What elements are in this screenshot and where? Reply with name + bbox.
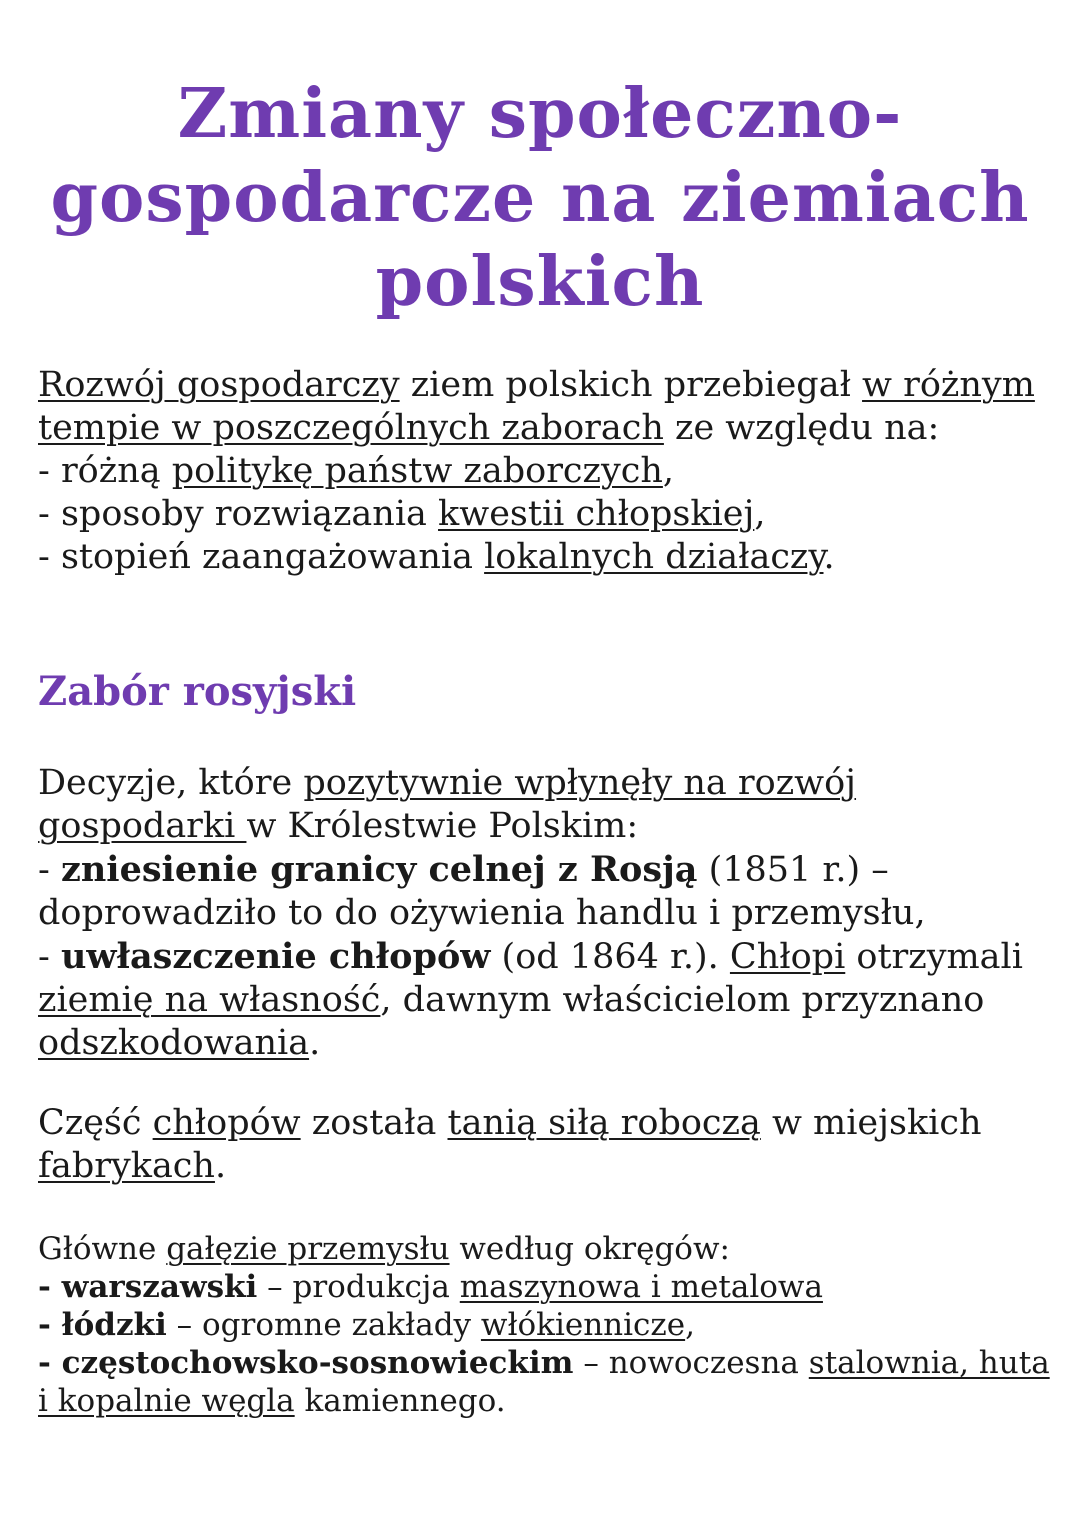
- industry-item-czestochowsko-sosnowiecki: [38, 1344, 1050, 1420]
- bold-text: zniesienie granicy celnej z Rosją: [60, 849, 698, 890]
- underlined-text: ziemię na własność: [38, 980, 381, 1020]
- text-span: – produkcja: [257, 1269, 460, 1305]
- text-span: (1851 r.) – doprowadziło to do ożywienia handlu i przemysłu,: [38, 850, 926, 933]
- text-span: -: [38, 937, 61, 977]
- text-span: według okręgów:: [449, 1231, 730, 1267]
- text-span: , dawnym właścicielom przyznano: [380, 980, 985, 1020]
- text-span: w Królestwie Polskim:: [246, 806, 639, 846]
- bold-text: uwłaszczenie chłopów: [60, 936, 491, 977]
- text-span: .: [823, 537, 835, 577]
- industry-item-warszawski: [38, 1268, 1050, 1306]
- underlined-text: włókiennicze: [480, 1307, 686, 1343]
- underlined-text: politykę państw zaborczych: [171, 451, 663, 491]
- decisions-paragraph: [38, 762, 1050, 1065]
- intro-bullet-3: [38, 536, 1042, 579]
- underlined-text: tanią siłą roboczą: [447, 1103, 761, 1143]
- text-span: - sposoby rozwiązania: [38, 494, 439, 534]
- text-span: w miejskich: [760, 1103, 982, 1143]
- underlined-text: Rozwój gospodarczy: [38, 365, 400, 405]
- intro-sentence: [38, 364, 1042, 450]
- text-span: Decyzje, które: [38, 763, 304, 803]
- underlined-text: fabrykach: [38, 1146, 215, 1186]
- underlined-text: stalownia, huta i kopalnie węgla: [38, 1345, 1050, 1419]
- labor-sentence: [38, 1102, 1050, 1188]
- industry-intro: [38, 1230, 1050, 1268]
- industry-paragraph: [38, 1230, 1050, 1420]
- intro-paragraph: [38, 364, 1042, 579]
- text-span: została: [300, 1103, 448, 1143]
- text-span: - stopień zaangażowania: [38, 537, 485, 577]
- underlined-text: lokalnych działaczy: [484, 537, 824, 577]
- text-span: ,: [754, 494, 766, 534]
- text-span: – nowoczesna: [573, 1345, 809, 1381]
- page-title: Zmiany społeczno-gospodarcze na ziemiach polskich: [50, 74, 1030, 322]
- text-span: (od 1864 r.).: [490, 937, 730, 977]
- text-span: Część: [38, 1103, 153, 1143]
- text-span: .: [214, 1146, 227, 1186]
- intro-bullet-1: [38, 450, 1042, 493]
- underlined-text: w różnym tempie w poszczególnych zaborach: [38, 365, 1035, 448]
- underlined-text: pozytywnie wpłynęły na rozwój gospodarki: [38, 763, 857, 846]
- bold-text: - łódzki: [38, 1307, 167, 1343]
- underlined-text: Chłopi: [729, 937, 846, 977]
- underlined-text: chłopów: [152, 1103, 301, 1143]
- section-heading: Zabór rosyjski: [38, 668, 357, 715]
- underlined-text: gałęzie przemysłu: [166, 1231, 450, 1267]
- bold-text: - warszawski: [38, 1269, 258, 1305]
- intro-bullet-2: [38, 493, 1042, 536]
- text-span: -: [38, 850, 61, 890]
- bold-text: - częstochowsko-sosnowieckim: [38, 1345, 574, 1381]
- text-span: .: [309, 1023, 321, 1063]
- underlined-text: odszkodowania: [38, 1023, 310, 1063]
- text-span: ,: [685, 1307, 695, 1343]
- decision-item-1: [38, 848, 1050, 935]
- industry-item-lodzki: [38, 1306, 1050, 1344]
- text-span: kamiennego.: [294, 1383, 506, 1419]
- decisions-intro: [38, 762, 1050, 848]
- text-span: ziem polskich przebiegał: [399, 365, 863, 405]
- labor-paragraph: [38, 1102, 1050, 1188]
- text-span: Główne: [38, 1231, 167, 1267]
- underlined-text: maszynowa i metalowa: [459, 1269, 823, 1305]
- text-span: ,: [662, 451, 675, 491]
- text-span: otrzymali: [845, 937, 1023, 977]
- text-span: ze względu na:: [663, 408, 940, 448]
- decision-item-2: [38, 935, 1050, 1065]
- underlined-text: kwestii chłopskiej: [438, 494, 755, 534]
- text-span: – ogromne zakłady: [166, 1307, 481, 1343]
- text-span: - różną: [38, 451, 172, 491]
